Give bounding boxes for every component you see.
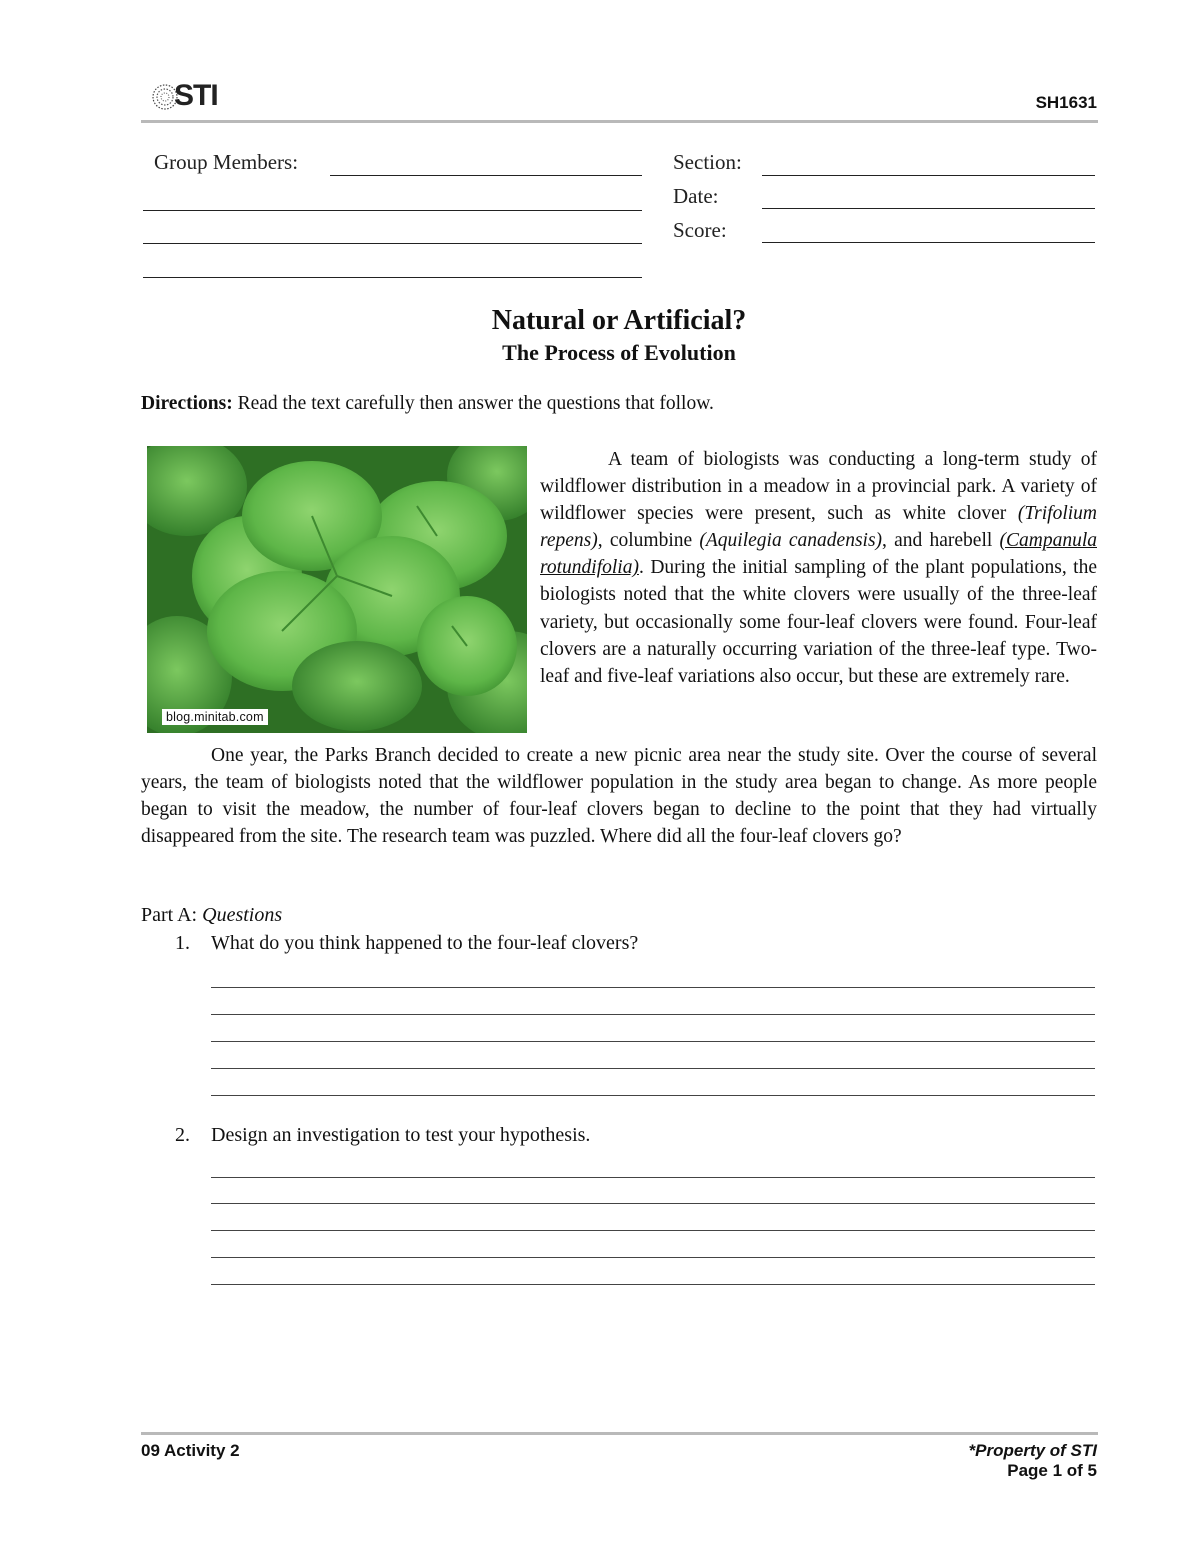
part-a-heading: [141, 904, 282, 927]
p1-text-a: A team of biologists was conducting a long-term study of wildflower distribution in a meadow in a provincial park. A variety of wildflower species were present, such as white clover: [540, 449, 1097, 525]
p1-text-b: , columbine: [597, 530, 700, 552]
page-subtitle: The Process of Evolution: [502, 340, 736, 365]
clover-photo: [147, 446, 527, 733]
clover-illustration: [147, 446, 527, 733]
species-aquilegia: (Aquilegia canadensis): [699, 530, 883, 552]
p1-text-c: , and harebell: [882, 530, 1000, 552]
passage-paragraph-2: [141, 742, 1097, 850]
footer-rule: [141, 1432, 1098, 1435]
score-label: Score:: [673, 218, 727, 242]
question-2-number: 2.: [175, 1124, 190, 1146]
question-2-text: Design an investigation to test your hypothesis.: [211, 1124, 591, 1146]
document-code: SH1631: [1035, 93, 1097, 112]
directions-label: Directions:: [141, 393, 233, 414]
group-member-line-2[interactable]: [143, 210, 642, 211]
answer-2-line-3[interactable]: [211, 1230, 1095, 1231]
question-1-text: What do you think happened to the four-leaf clovers?: [211, 932, 639, 954]
date-label: Date:: [673, 184, 719, 208]
question-1-number: 1.: [175, 932, 190, 954]
answer-1-line-4[interactable]: [211, 1068, 1095, 1069]
part-a-label-italic: Questions: [202, 904, 283, 926]
page-number: Page 1 of 5: [1007, 1461, 1097, 1480]
logo-text: STI: [174, 79, 218, 112]
score-line[interactable]: [762, 242, 1095, 243]
sti-logo: [152, 78, 232, 114]
answer-1-line-3[interactable]: [211, 1041, 1095, 1042]
property-notice: *Property of STI: [968, 1441, 1097, 1460]
group-member-line-1[interactable]: [330, 175, 642, 176]
answer-1-line-2[interactable]: [211, 1014, 1095, 1015]
answer-2-line-5[interactable]: [211, 1284, 1095, 1285]
answer-2-line-2[interactable]: [211, 1203, 1095, 1204]
answer-2-line-4[interactable]: [211, 1257, 1095, 1258]
species-campanula: (Campanula rotundifolia): [540, 530, 1097, 579]
section-line[interactable]: [762, 175, 1095, 176]
directions-text: Read the text carefully then answer the questions that follow.: [237, 393, 714, 414]
species-trifolium: (Trifolium repens): [540, 503, 1097, 552]
group-member-line-4[interactable]: [143, 277, 642, 278]
passage-paragraph-1: [540, 446, 1097, 690]
answer-2-line-1[interactable]: [211, 1177, 1095, 1178]
date-line[interactable]: [762, 208, 1095, 209]
header-rule: [141, 120, 1098, 123]
page-title: Natural or Artificial?: [491, 305, 747, 336]
p1-text-d: . During the initial sampling of the plant populations, the biologists noted that the white clovers were usually of the three-leaf variety, but occasionally some four-leaf clovers were found. Four-leaf clovers are a naturally occurring variation of the three-leaf type. Two-leaf and five-leaf variations also occur, but these are extremely rare.: [540, 557, 1097, 687]
directions: [141, 393, 714, 415]
answer-1-line-5[interactable]: [211, 1095, 1095, 1096]
group-member-line-3[interactable]: [143, 243, 642, 244]
answer-1-line-1[interactable]: [211, 987, 1095, 988]
activity-label: 09 Activity 2: [141, 1441, 240, 1460]
p2-text: One year, the Parks Branch decided to create a new picnic area near the study site. Over the course of several years, the team of biologists noted that the wildflower population in the study area began to change. As more people began to visit the meadow, the number of four-leaf clovers began to decline to the point that they had virtually disappeared from the site. The research team was puzzled. Where did all the four-leaf clovers go?: [141, 745, 1097, 848]
image-watermark: blog.minitab.com: [162, 709, 268, 725]
part-a-label: Part A:: [141, 904, 203, 926]
footer-right: [969, 1441, 1097, 1481]
group-members-label: Group Members:: [154, 150, 299, 174]
section-label: Section:: [673, 150, 742, 174]
